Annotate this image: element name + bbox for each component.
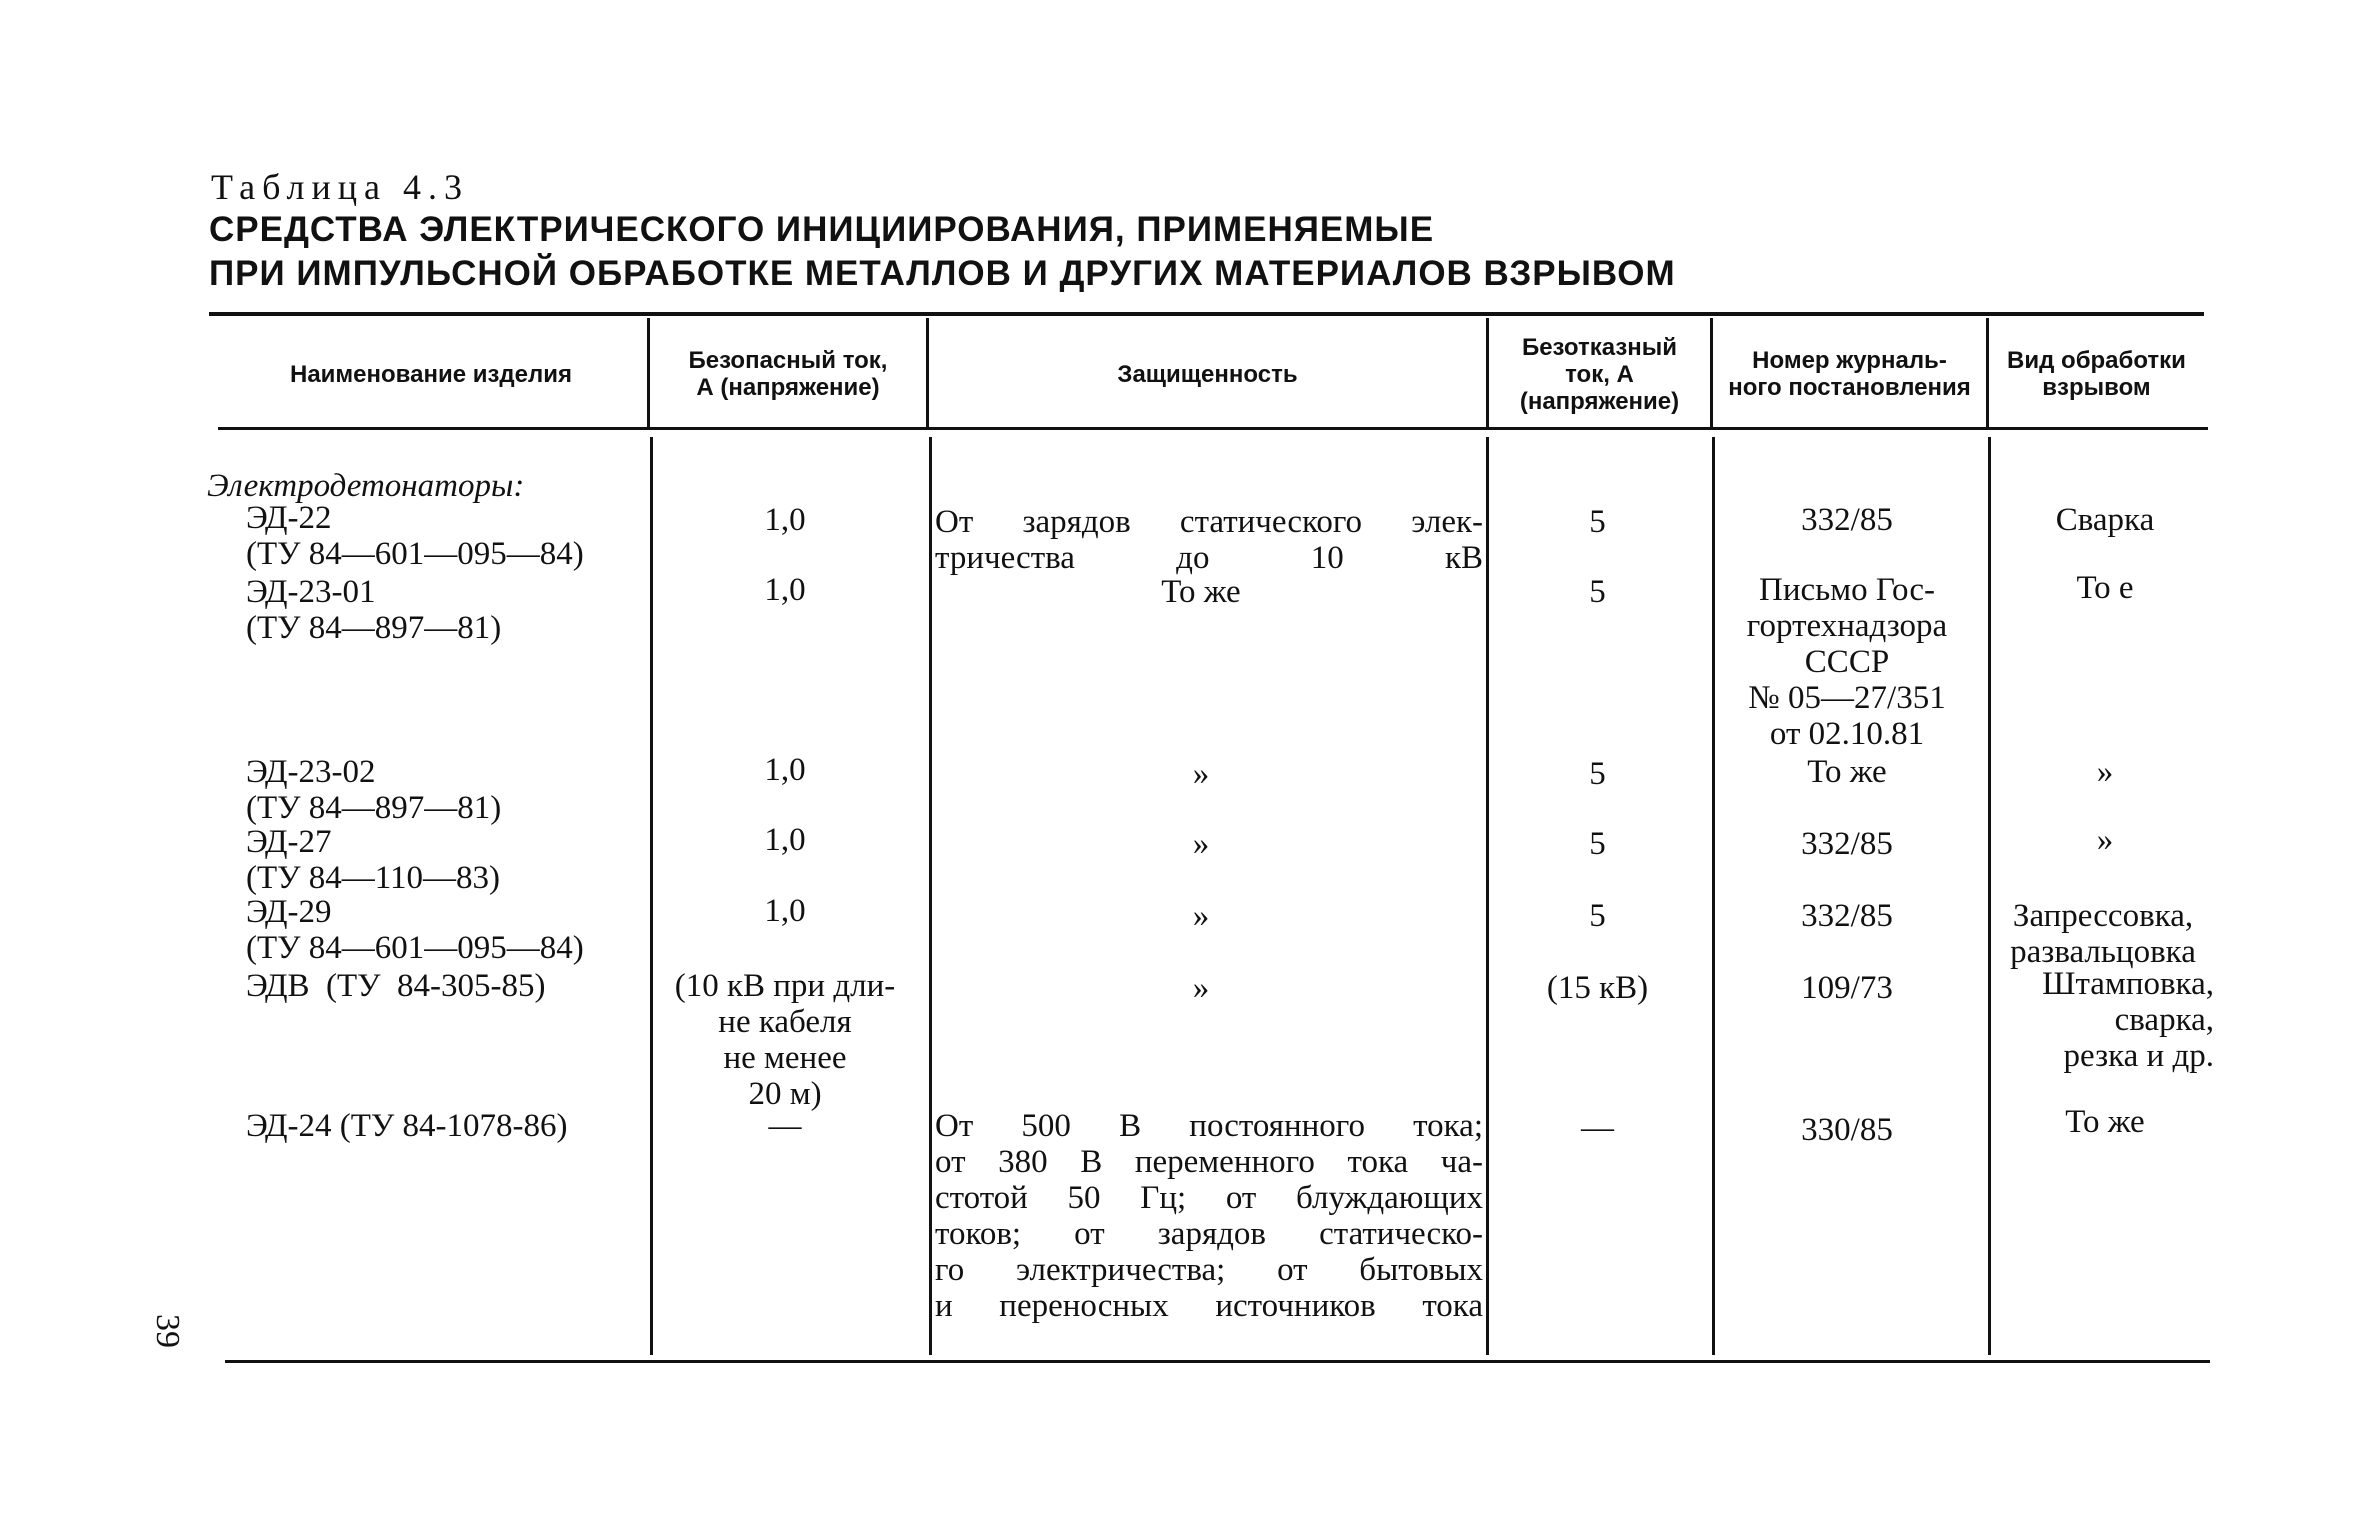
row-4-protection: » <box>1192 826 1210 862</box>
group-label: Электродетонаторы: <box>207 468 525 504</box>
row-3-protection: » <box>1192 756 1210 792</box>
header-journal-number: Номер журналь- ного постановления <box>1728 347 1971 401</box>
row-6-name: ЭДВ (ТУ 84-305-85) <box>246 968 546 1004</box>
row-4-processing: » <box>2096 822 2114 858</box>
row-1-protection: От зарядов статического элек- тричества до 10 кВ <box>935 504 1483 576</box>
row-6-processing: Штамповка, сварка, резка и др. <box>2042 966 2214 1074</box>
row-4-reliable-current: 5 <box>1589 826 1606 862</box>
header-processing-type: Вид обработки взрывом <box>2007 347 2186 401</box>
row-7-name: ЭД-24 (ТУ 84-1078-86) <box>246 1108 568 1144</box>
row-7-journal: 330/85 <box>1801 1112 1893 1148</box>
row-6-reliable-current: (15 кВ) <box>1546 970 1649 1006</box>
row-6-protection: » <box>1192 970 1210 1006</box>
row-3-reliable-current: 5 <box>1589 756 1606 792</box>
row-3-name: ЭД-23-02 (ТУ 84—897—81) <box>246 754 502 826</box>
body-divider-3 <box>1486 437 1489 1355</box>
page-number: 39 <box>149 1314 186 1348</box>
row-5-processing: Запрессовка, развальцовка <box>2010 898 2196 970</box>
row-7-safe-current: — <box>768 1108 802 1144</box>
row-5-name: ЭД-29 (ТУ 84—601—095—84) <box>246 894 584 966</box>
row-6-journal: 109/73 <box>1801 970 1893 1006</box>
row-7-protection: От 500 В постоянного тока; от 380 В переменного тока ча- стотой 50 Гц; от блуждающих токов; от зарядов статическо- го электричества; от бытовых и переносных источников тока <box>935 1108 1483 1324</box>
row-5-protection: » <box>1192 898 1210 934</box>
row-3-safe-current: 1,0 <box>764 752 806 788</box>
row-5-reliable-current: 5 <box>1589 898 1606 934</box>
header-product-name: Наименование изделия <box>289 360 572 388</box>
row-2-reliable-current: 5 <box>1589 574 1606 610</box>
row-6-safe-current: (10 кВ при дли- не кабеля не менее 20 м) <box>674 968 896 1112</box>
table-title-line-1: СРЕДСТВА ЭЛЕКТРИЧЕСКОГО ИНИЦИИРОВАНИЯ, ПРИМЕНЯЕМЫЕ <box>209 210 1435 249</box>
row-4-safe-current: 1,0 <box>764 822 806 858</box>
row-3-journal: То же <box>1807 754 1887 790</box>
row-1-name: ЭД-22 (ТУ 84—601—095—84) <box>246 500 584 572</box>
row-1-journal: 332/85 <box>1801 502 1893 538</box>
row-2-journal: Письмо Гос- гортехнадзора СССР № 05—27/351 от 02.10.81 <box>1746 572 1948 752</box>
row-3-processing: » <box>2096 754 2114 790</box>
header-reliable-current: Безотказный ток, А (напряжение) <box>1519 333 1680 415</box>
row-4-journal: 332/85 <box>1801 826 1893 862</box>
row-7-processing: То же <box>2065 1104 2145 1140</box>
header-protection: Защищенность <box>1117 360 1298 388</box>
table-title-line-2: ПРИ ИМПУЛЬСНОЙ ОБРАБОТКЕ МЕТАЛЛОВ И ДРУГИХ МАТЕРИАЛОВ ВЗРЫВОМ <box>209 254 1676 293</box>
table-top-rule <box>209 312 2204 316</box>
row-1-safe-current: 1,0 <box>764 502 806 538</box>
table-title <box>209 208 1909 296</box>
row-2-safe-current: 1,0 <box>764 572 806 608</box>
table-bottom-rule <box>225 1360 2210 1363</box>
row-5-journal: 332/85 <box>1801 898 1893 934</box>
row-1-reliable-current: 5 <box>1589 504 1606 540</box>
table-caption: Таблица 4.3 <box>211 167 469 207</box>
row-2-name: ЭД-23-01 (ТУ 84—897—81) <box>246 574 502 646</box>
row-5-safe-current: 1,0 <box>764 893 806 929</box>
row-4-name: ЭД-27 (ТУ 84—110—83) <box>246 824 501 896</box>
row-7-reliable-current: — <box>1581 1110 1614 1146</box>
row-2-processing: То е <box>2076 570 2134 606</box>
header-safe-current: Безопасный ток, А (напряжение) <box>688 347 888 401</box>
row-2-protection: То же <box>1161 574 1241 610</box>
row-1-processing: Сварка <box>2055 502 2155 538</box>
